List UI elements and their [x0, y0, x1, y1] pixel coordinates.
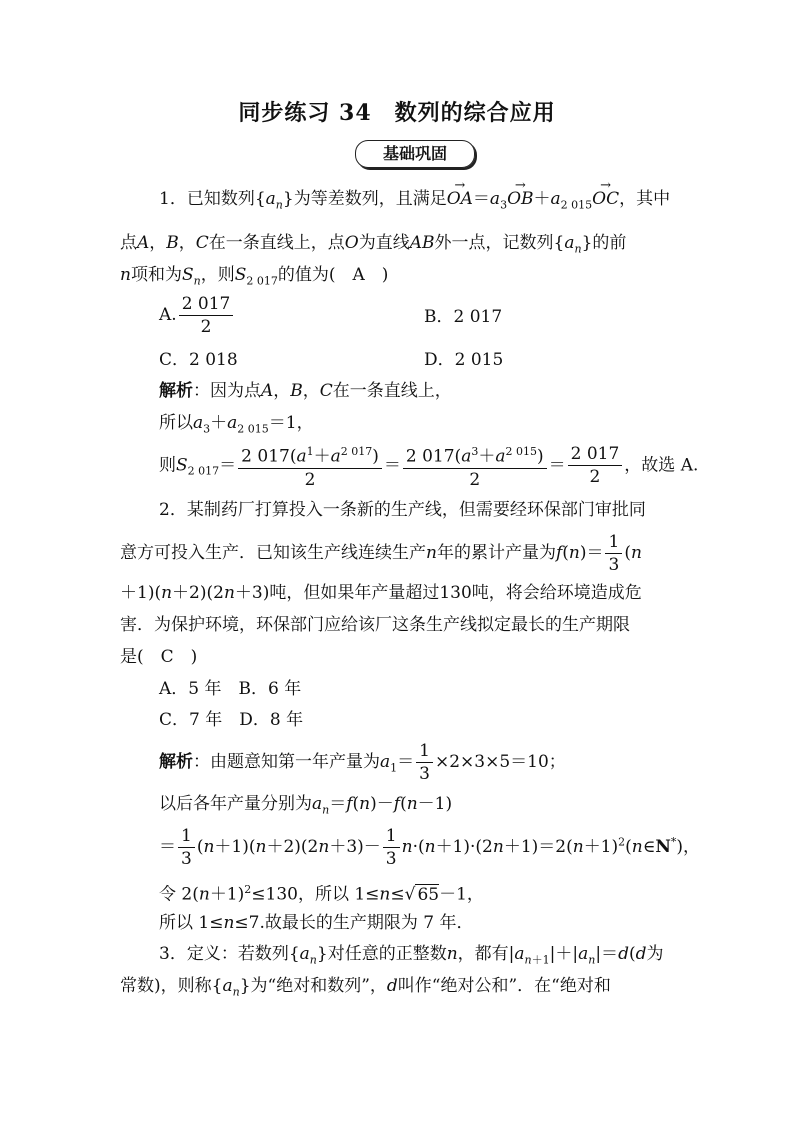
problem-3-stem-line-1: 3．定义：若数列$\{a_n\}$对任意的正整数n，都有$|a_{n+1}|+|a_n|=d(d$为 — [159, 944, 664, 967]
problem-1-stem-line-1: 1．已知数列$\{a_n\}$为等差数列，且满足→ $OA=a_3\to OB+a_{2 015}\to$ OC，其中 — [159, 188, 670, 216]
problem-2-solution-line-1: 解析：由题意知第一年产量为$a_1=$ $\frac{1}{3}$ ×2×3×5＝10； — [159, 741, 566, 784]
problem-2-options-line-2: C．7 年 D．8 年 — [159, 710, 304, 730]
page-title: 同步练习 34 数列的综合应用 — [238, 100, 556, 126]
problem-2-stem-line-3: ＋1)(n＋2)(2n＋3)吨，但如果年产量超过130吨，将会给环境造成危 — [120, 583, 642, 603]
problem-2-stem-line-2: 意方可投入生产．已知该生产线连续生产n年的累计产量为f(n)＝ $\frac{1}{3}$ (n — [120, 532, 642, 575]
problem-1-option-c: C．2 018 — [159, 350, 238, 370]
problem-2-options-line-1: A．5 年 B．6 年 — [159, 679, 302, 699]
problem-1-stem-line-3: n项和为$S_n$，则$S_{2 017}$的值为( A ) — [120, 265, 389, 288]
problem-2-solution-line-3: ＝ $\frac{1}{3}$ (n＋1)(n＋2)(2n＋3)－ $\frac{1}{3}$ $n\cdot(n+1)\cdot(2n+1)=2(n+1)^2(n\in N^*)$， — [159, 826, 701, 869]
problem-1-solution-line-1: 解析：因为点A，B，C在一条直线上， — [159, 381, 452, 401]
section-badge: 基础巩固 — [355, 140, 475, 168]
problem-2-stem-line-4: 害．为保护环境，环保部门应给该厂这条生产线拟定最长的生产期限 — [120, 615, 630, 635]
problem-1-option-d: D．2 015 — [424, 350, 504, 370]
problem-1-stem-line-2: 点A，B，C在一条直线上，点O为直线AB外一点，记数列$\{a_n\}$的前 — [120, 233, 627, 256]
problem-1-solution-line-2: 所以$a_3+a_{2 015}=1$， — [159, 413, 314, 436]
problem-3-stem-line-2: 常数)，则称$\{a_n\}$为“绝对和数列”，d叫作“绝对公和”．在“绝对和 — [120, 976, 611, 999]
problem-2-stem-line-5: 是( C ) — [120, 647, 198, 667]
problem-2-solution-line-2: 以后各年产量分别为$a_n=f(n)-f(n-1)$ — [159, 794, 453, 817]
problem-1-option-b: B．2 017 — [424, 307, 503, 327]
problem-2-solution-line-5: 所以 1≤n≤7.故最长的生产期限为 7 年． — [159, 913, 474, 933]
problem-2-stem-line-1: 2．某制药厂打算投入一条新的生产线，但需要经环保部门审批同 — [159, 500, 646, 520]
problem-2-solution-line-4: 令 $2(n+1)^2\le 130$，所以 1≤n≤√ 65－1， — [159, 883, 484, 905]
problem-1-option-a: A. $\frac{2 017}{2}$ — [159, 293, 235, 338]
problem-1-solution-line-3: 则$S_{2 017}=$ $\frac{2 017(a^1+a^{2 017})}{2}$ ＝ $\frac{2 017(a^3+a^{2 015})}{2}$ ＝ $\frac{2 017}{2}$ ，故选 A. — [159, 441, 698, 491]
